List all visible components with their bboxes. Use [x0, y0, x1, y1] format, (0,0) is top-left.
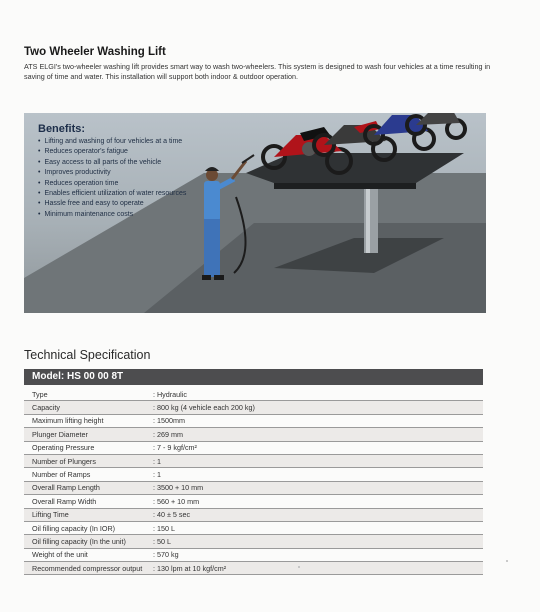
page-title: Two Wheeler Washing Lift	[24, 46, 166, 58]
product-photo	[24, 113, 486, 313]
table-row	[24, 562, 483, 575]
table-row	[24, 414, 483, 427]
benefits-title: Benefits:	[38, 123, 86, 135]
spec-key: Number of Ramps	[24, 468, 145, 481]
table-row	[24, 535, 483, 548]
benefit-item: • Easy access to all parts of the vehicle	[38, 158, 186, 168]
spec-key: Maximum lifting height	[24, 414, 145, 427]
table-row	[24, 401, 483, 414]
table-row	[24, 454, 483, 467]
spec-value: : 570 kg	[145, 548, 483, 561]
table-row	[24, 468, 483, 481]
spec-key: Overall Ramp Width	[24, 495, 145, 508]
benefit-item: • Hassle free and easy to operate	[38, 199, 186, 209]
spec-key: Capacity	[24, 401, 145, 414]
spec-value: : 1	[145, 468, 483, 481]
spec-value: : 1	[145, 454, 483, 467]
spec-key: Weight of the unit	[24, 548, 145, 561]
model-banner: Model: HS 00 00 8T	[24, 369, 483, 385]
benefits-list	[38, 137, 186, 220]
spec-heading: Technical Specification	[24, 348, 151, 362]
spec-key: Oil filling capacity (In IOR)	[24, 521, 145, 534]
benefit-item: • Enables efficient utilization of water resources	[38, 189, 186, 199]
spec-key: Lifting Time	[24, 508, 145, 521]
print-speck	[298, 566, 300, 568]
spec-table	[24, 388, 483, 575]
spec-key: Overall Ramp Length	[24, 481, 145, 494]
table-row	[24, 508, 483, 521]
spec-value: : 1500mm	[145, 414, 483, 427]
table-row	[24, 521, 483, 534]
spec-value: : 150 L	[145, 521, 483, 534]
spec-value: : Hydraulic	[145, 388, 483, 401]
spec-key: Operating Pressure	[24, 441, 145, 454]
spec-value: : 7 - 9 kgf/cm²	[145, 441, 483, 454]
spec-value: : 50 L	[145, 535, 483, 548]
spec-value: : 269 mm	[145, 428, 483, 441]
spec-key: Number of Plungers	[24, 454, 145, 467]
table-row	[24, 548, 483, 561]
spec-key: Plunger Diameter	[24, 428, 145, 441]
spec-value: : 40 ± 5 sec	[145, 508, 483, 521]
spec-value: : 3500 + 10 mm	[145, 481, 483, 494]
table-row	[24, 481, 483, 494]
table-row	[24, 495, 483, 508]
spec-value: : 800 kg (4 vehicle each 200 kg)	[145, 401, 483, 414]
table-row	[24, 388, 483, 401]
table-row	[24, 441, 483, 454]
spec-value: : 130 lpm at 10 kgf/cm²	[145, 562, 483, 575]
spec-key: Oil filling capacity (In the unit)	[24, 535, 145, 548]
benefit-item: • Improves productivity	[38, 168, 186, 178]
benefit-item: • Lifting and washing of four vehicles at a time	[38, 137, 186, 147]
benefit-item: • Reduces operation time	[38, 179, 186, 189]
spec-key: Recommended compressor output	[24, 562, 145, 575]
intro-paragraph: ATS ELGI's two-wheeler washing lift provides smart way to wash two-wheelers. This system is designed to wash four vehicles at a time resulting in saving of time and water. This installation will support both indoor & outdoor operation.	[24, 62, 491, 81]
table-row	[24, 428, 483, 441]
print-speck	[506, 560, 508, 562]
spec-value: : 560 + 10 mm	[145, 495, 483, 508]
benefit-item: • Minimum maintenance costs	[38, 210, 186, 220]
benefit-item: • Reduces operator's fatigue	[38, 147, 186, 157]
spec-key: Type	[24, 388, 145, 401]
benefits-box	[38, 123, 186, 220]
